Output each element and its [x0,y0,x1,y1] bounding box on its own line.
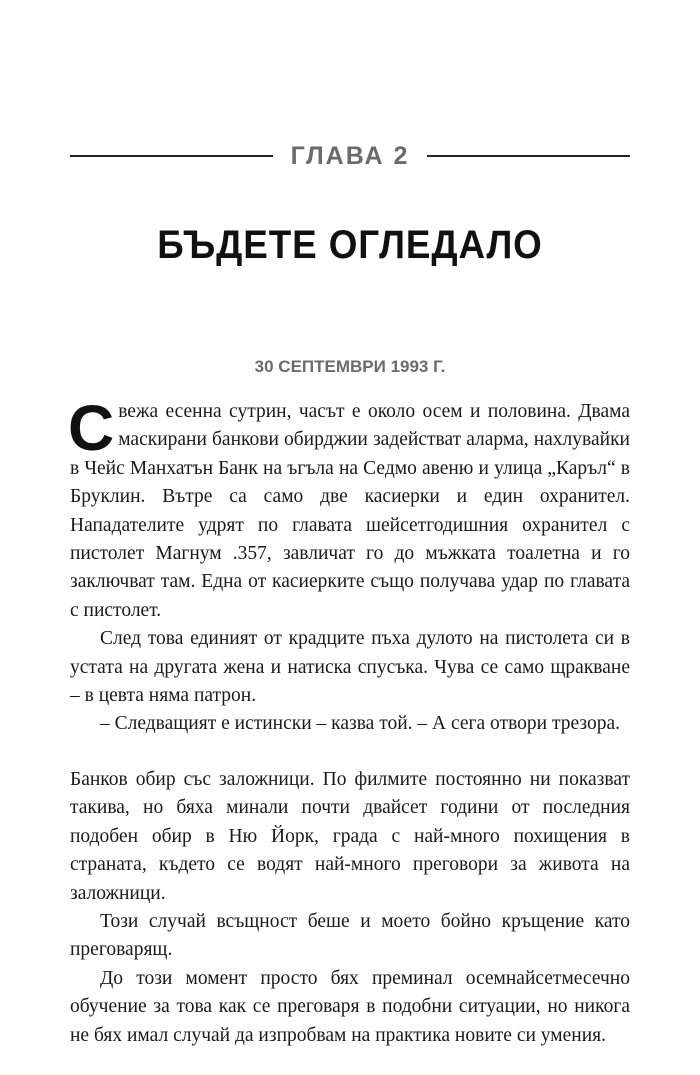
paragraph-1-text: вежа есенна сутрин, часът е около осем и половина. Двама маскирани банкови обирджии задействат аларма, нахлувайки в Чейс Манхатън Банк на ъгъла на Седмо авеню и улица „Каръл“ в Бруклин. Вътре са само две касиерки и един охранител. Нападателите удрят по главата шейсетгодишния охранител с пистолет Магнум .357, завличат го до мъжката тоалетна и го заключват там. Една от касиерките също получава удар по главата с пистолет. [70,401,630,621]
drop-cap: С [68,392,115,464]
section-1-text [68,392,630,739]
chapter-heading-rule [70,141,630,171]
rule-right [427,155,630,157]
rule-left [70,155,273,157]
section-2-text [70,766,630,1050]
section-date: 30 СЕПТЕМВРИ 1993 Г. [254,357,446,376]
paragraph-6: До този момент просто бях преминал осемнайсетмесечно обучение за това как се преговаря в подобни ситуации, но никога не бях имал случай да изпробвам на практика новите си умения. [70,967,630,1046]
paragraph-1 [68,392,630,625]
paragraph-5: Този случай всъщност беше и моето бойно кръщение като преговарящ. [70,911,630,961]
paragraph-3: – Следващият е истински – казва той. – А сега отвори трезора. [100,713,620,735]
chapter-title: БЪДЕТЕ ОГЛЕДАЛО [157,223,543,267]
chapter-label: ГЛАВА 2 [290,142,410,170]
paragraph-4: Банков обир със заложници. По филмите постоянно ни показват такива, но бяха минали почти двайсет години от последния подобен обир в Ню Йорк, града с най-много похищения в страната, където се водят най-много преговори за живота на заложници. [70,769,630,904]
paragraph-2: След това единият от крадците пъха дулото на пистолета си в устата на другата жена и натиска спусъка. Чува се само щракване – в цевта няма патрон. [70,628,630,707]
